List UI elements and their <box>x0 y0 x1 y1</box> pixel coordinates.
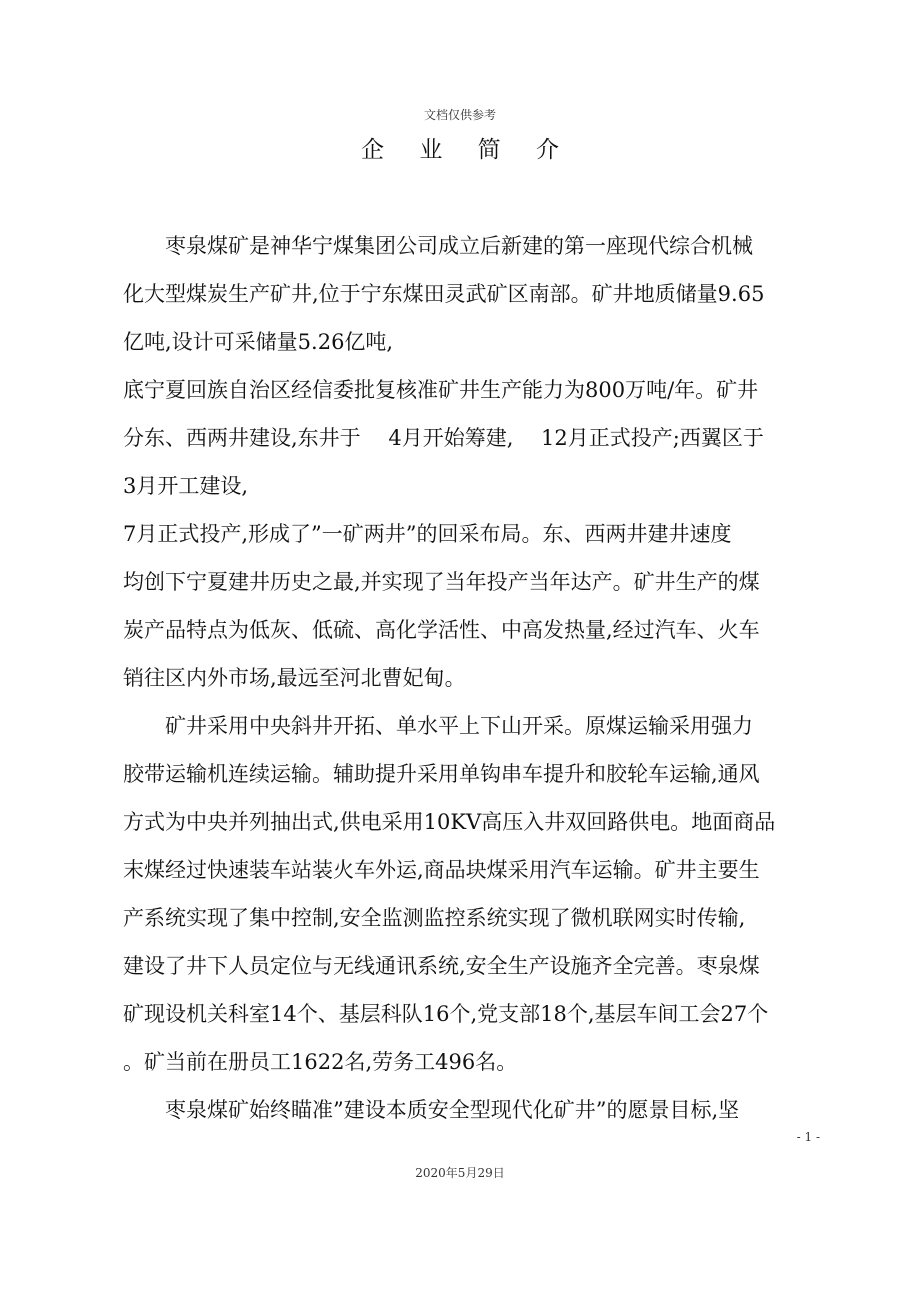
text-line: 销往区内外市场,最远至河北曹妃甸。 <box>123 666 466 690</box>
body-text <box>123 222 803 1134</box>
text-line: 7月正式投产,形成了”一矿两井”的回采布局。东、西两井建井速度 <box>123 522 732 546</box>
text-line: 亿吨,设计可采储量5.26亿吨, <box>123 330 394 354</box>
document-title: 企 业 简 介 <box>361 137 573 163</box>
page-number: - 1 - <box>796 1130 820 1144</box>
header-note: 文档仅供参考 <box>423 108 496 122</box>
text-line: 矿井采用中央斜井开拓、单水平上下山开采。原煤运输采用强力 <box>123 714 753 738</box>
text-line: 方式为中央并列抽出式,供电采用10KV高压入井双回路供电。地面商品 <box>123 810 776 834</box>
footer-date: 2020年5月29日 <box>415 1166 505 1180</box>
text-line: 枣泉煤矿是神华宁煤集团公司成立后新建的第一座现代综合机械 <box>123 234 753 258</box>
text-line: 化大型煤炭生产矿井,位于宁东煤田灵武矿区南部。矿井地质储量9.65 <box>123 282 765 306</box>
text-line: 。矿当前在册员工1622名,劳务工496名。 <box>123 1050 518 1074</box>
text-line: 建设了井下人员定位与无线通讯系统,安全生产设施齐全完善。枣泉煤 <box>123 954 760 978</box>
text-line: 均创下宁夏建井历史之最,并实现了当年投产当年达产。矿井生产的煤 <box>123 570 760 594</box>
text-line: 分东、西两井建设,东井于 4月开始筹建, 12月正式投产;西翼区于 <box>123 426 764 450</box>
text-line: 底宁夏回族自治区经信委批复核准矿井生产能力为800万吨/年。矿井 <box>123 378 759 402</box>
text-line: 胶带运输机连续运输。辅助提升采用单钩串车提升和胶轮车运输,通风 <box>123 762 760 786</box>
text-line: 产系统实现了集中控制,安全监测监控系统实现了微机联网实时传输, <box>123 906 746 930</box>
text-line: 枣泉煤矿始终瞄准”建设本质安全型现代化矿井”的愿景目标,坚 <box>123 1098 740 1122</box>
text-line: 3月开工建设, <box>123 474 249 498</box>
text-line: 末煤经过快速装车站装火车外运,商品块煤采用汽车运输。矿井主要生 <box>123 858 760 882</box>
text-line: 炭产品特点为低灰、低硫、高化学活性、中高发热量,经过汽车、火车 <box>123 618 760 642</box>
text-line: 矿现设机关科室14个、基层科队16个,党支部18个,基层车间工会27个 <box>123 1002 769 1026</box>
